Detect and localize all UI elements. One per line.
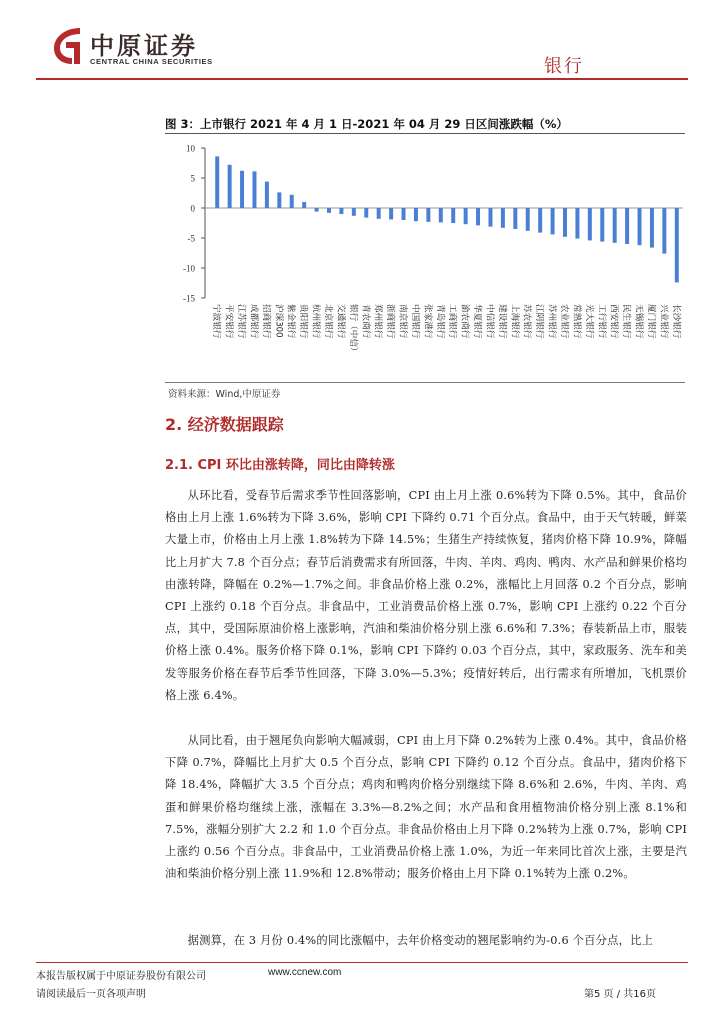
x-tick-label: 中国银行 <box>409 304 420 339</box>
bar <box>464 208 468 224</box>
x-tick-label: 苏农银行 <box>521 304 532 339</box>
bar <box>650 208 654 248</box>
x-tick-label: 郑州银行 <box>372 304 383 339</box>
logo-chinese-name: 中原证券 <box>90 32 198 60</box>
bar <box>476 208 480 225</box>
bar <box>488 208 492 227</box>
bar <box>228 165 232 208</box>
paragraph-mom: 从环比看，受春节后需求季节性回落影响，CPI 由上月上涨 0.6%转为下降 0.5%。其中，食品价格由上月上涨 1.6%转为下降 3.6%，影响 CPI 下降约 0.71 个百分点。食品中，由于天气转暖，鲜菜大量上市，价格由上月上涨 1.8%转为下降 14.5%；生猪生产持续恢复，猪肉价格下降 10.9%，降幅比上月扩大 7.8 个百分点；春节后消费需求有所回落，牛肉、羊肉、鸡肉、鸭肉、水产品和鲜果价格均由涨转降，降幅在 0.2%—1.7%之间。非食品价格上涨 0.2%，涨幅比上月回落 0.2 个百分点，影响 CPI 上涨约 0.18 个百分点。非食品中，工业消费品价格上涨 0.7%，影响 CPI 上涨约 0.22 个百分点，其中，受国际原油价格上涨影响，汽油和柴油价格分别上涨 6.6%和 7.3%；春装新品上市，服装价格上涨 0.4%。服务价格下降 0.1%，影响 CPI 下降约 0.03 个百分点，其中，家政服务、洗车和美发等服务价格在春节后季节性回落，下降 3.0%—5.3%；疫情好转后，出行需求有所增加，飞机票价格上涨 6.4%。 <box>165 489 687 702</box>
bar <box>613 208 617 243</box>
footer-notice: 请阅读最后一页各项声明 <box>36 989 146 1000</box>
x-tick-label: 银行（中信） <box>347 304 358 356</box>
x-tick-label: 宁波银行 <box>211 304 222 339</box>
x-tick-label: 沪深300 <box>273 304 284 338</box>
bar <box>501 208 505 228</box>
bar <box>538 208 542 233</box>
section-heading: 2. 经济数据跟踪 <box>165 415 284 434</box>
subsection-heading: 2.1. CPI 环比由涨转降，同比由降转涨 <box>165 458 395 473</box>
x-tick-label: 华夏银行 <box>472 304 483 339</box>
x-tick-label: 贵阳银行 <box>298 304 309 339</box>
bar <box>290 195 294 208</box>
y-tick-label: 10 <box>186 143 195 154</box>
x-tick-label: 江阴银行 <box>534 304 545 339</box>
x-tick-label: 厦门银行 <box>645 304 656 339</box>
bar <box>414 208 418 221</box>
x-tick-label: 光大银行 <box>583 304 594 339</box>
footer-copyright: 本报告版权属于中原证券股份有限公司 <box>36 971 206 982</box>
x-tick-label: 杭州银行 <box>310 304 321 339</box>
bar <box>302 202 306 208</box>
bar <box>240 171 244 208</box>
bar <box>389 208 393 219</box>
x-tick-label: 工商银行 <box>447 304 458 339</box>
x-tick-label: 长沙银行 <box>670 304 681 339</box>
footer-page-number: 第5 页 / 共16页 <box>584 989 656 1000</box>
y-tick-label: -10 <box>183 263 195 274</box>
logo-english-name: CENTRAL CHINA SECURITIES <box>90 57 213 66</box>
bar <box>563 208 567 237</box>
source-rule <box>165 382 685 383</box>
x-tick-label: 常熟银行 <box>571 304 582 339</box>
bar <box>451 208 455 223</box>
x-tick-label: 北京银行 <box>323 304 333 339</box>
bar <box>315 208 319 212</box>
x-tick-label: 工行银行 <box>596 304 607 339</box>
x-tick-label: 兴业银行 <box>658 304 669 339</box>
x-tick-label: 张家港行 <box>422 304 433 339</box>
bar <box>252 171 256 208</box>
bar <box>588 208 592 240</box>
figure-source: 资料来源：Wind,中原证券 <box>168 389 281 400</box>
y-tick-label: 0 <box>190 203 195 214</box>
x-tick-label: 苏州银行 <box>546 304 557 339</box>
bar <box>352 208 356 216</box>
bar <box>600 208 604 242</box>
bar <box>426 208 430 222</box>
bar <box>513 208 517 229</box>
industry-label: 银行 <box>544 56 584 77</box>
y-tick-label: 5 <box>190 173 195 184</box>
x-tick-label: 招商银行 <box>260 304 271 339</box>
x-tick-label: 西安银行 <box>608 304 619 339</box>
footer-website[interactable]: www.ccnew.com <box>268 967 342 978</box>
x-tick-label: 浙商银行 <box>385 304 396 339</box>
x-tick-label: 中信银行 <box>484 304 495 339</box>
x-tick-label: 紫金银行 <box>285 304 296 339</box>
x-tick-label: 江苏银行 <box>236 304 247 339</box>
bank-returns-bar-chart <box>165 138 685 380</box>
bar <box>265 182 269 208</box>
bar <box>551 208 555 234</box>
page-header <box>0 0 724 80</box>
x-tick-label: 南京银行 <box>397 304 408 339</box>
bar <box>339 208 343 214</box>
x-tick-label: 青农商行 <box>360 304 371 339</box>
bar <box>277 192 281 208</box>
y-tick-label: -5 <box>187 233 195 244</box>
bar <box>575 208 579 239</box>
paragraph-estimate: 据测算，在 3 月份 0.4%的同比涨幅中，去年价格变动的翘尾影响约为-0.6 个百分点，比上 <box>187 934 654 947</box>
bar <box>526 208 530 231</box>
x-tick-label: 成都银行 <box>248 304 259 339</box>
x-tick-label: 交通银行 <box>335 304 346 339</box>
bar <box>402 208 406 220</box>
bar <box>364 208 368 218</box>
company-logo <box>50 24 230 70</box>
bar <box>662 208 666 254</box>
paragraph-yoy: 从同比看，由于翘尾负向影响大幅减弱，CPI 由上月下降 0.2%转为上涨 0.4%。其中，食品价格下降 0.7%，降幅比上月扩大 0.5 个百分点，影响 CPI 下降约 0.12 个百分点。食品中，猪肉价格下降 18.4%，降幅扩大 3.5 个百分点；鸡肉和鸭肉价格分别继续下降 8.6%和 2.6%，牛肉、羊肉、鸡蛋和鲜果价格均继续上涨，涨幅在 3.3%—8.2%之间；水产品和食用植物油价格分别上涨 8.1%和 7.5%，涨幅分别扩大 2.2 和 1.0 个百分点。非食品价格由上月下降 0.2%转为上涨 0.7%，影响 CPI 上涨约 0.56 个百分点。非食品中，工业消费品价格上涨 1.0%，为近一年来同比首次上涨，主要是汽油和柴油价格分别上涨 11.9%和 12.8%带动；服务价格由上月下降 0.1%转为上涨 0.2%。 <box>165 734 687 881</box>
bar <box>439 208 443 222</box>
bar <box>215 156 219 208</box>
x-tick-label: 农业银行 <box>559 304 569 339</box>
bar <box>327 208 331 213</box>
figure-title: 图 3：上市银行 2021 年 4 月 1 日-2021 年 04 月 29 日区间涨跌幅（%） <box>165 117 568 131</box>
bar <box>377 208 381 219</box>
footer-divider <box>36 962 688 963</box>
bar <box>625 208 629 244</box>
y-tick-label: -15 <box>183 293 195 304</box>
bar <box>638 208 642 245</box>
figure-title-rule <box>165 133 685 134</box>
x-tick-label: 无锡银行 <box>633 304 644 339</box>
x-tick-label: 上海银行 <box>509 304 520 339</box>
x-tick-label: 平安银行 <box>223 304 234 339</box>
header-divider <box>36 78 688 80</box>
x-tick-label: 青岛银行 <box>434 304 445 339</box>
logo-mark-icon <box>50 24 86 68</box>
x-tick-label: 建设银行 <box>496 304 507 339</box>
bar <box>675 208 679 282</box>
x-tick-label: 渝农商行 <box>459 304 470 339</box>
x-tick-label: 民生银行 <box>621 304 632 339</box>
